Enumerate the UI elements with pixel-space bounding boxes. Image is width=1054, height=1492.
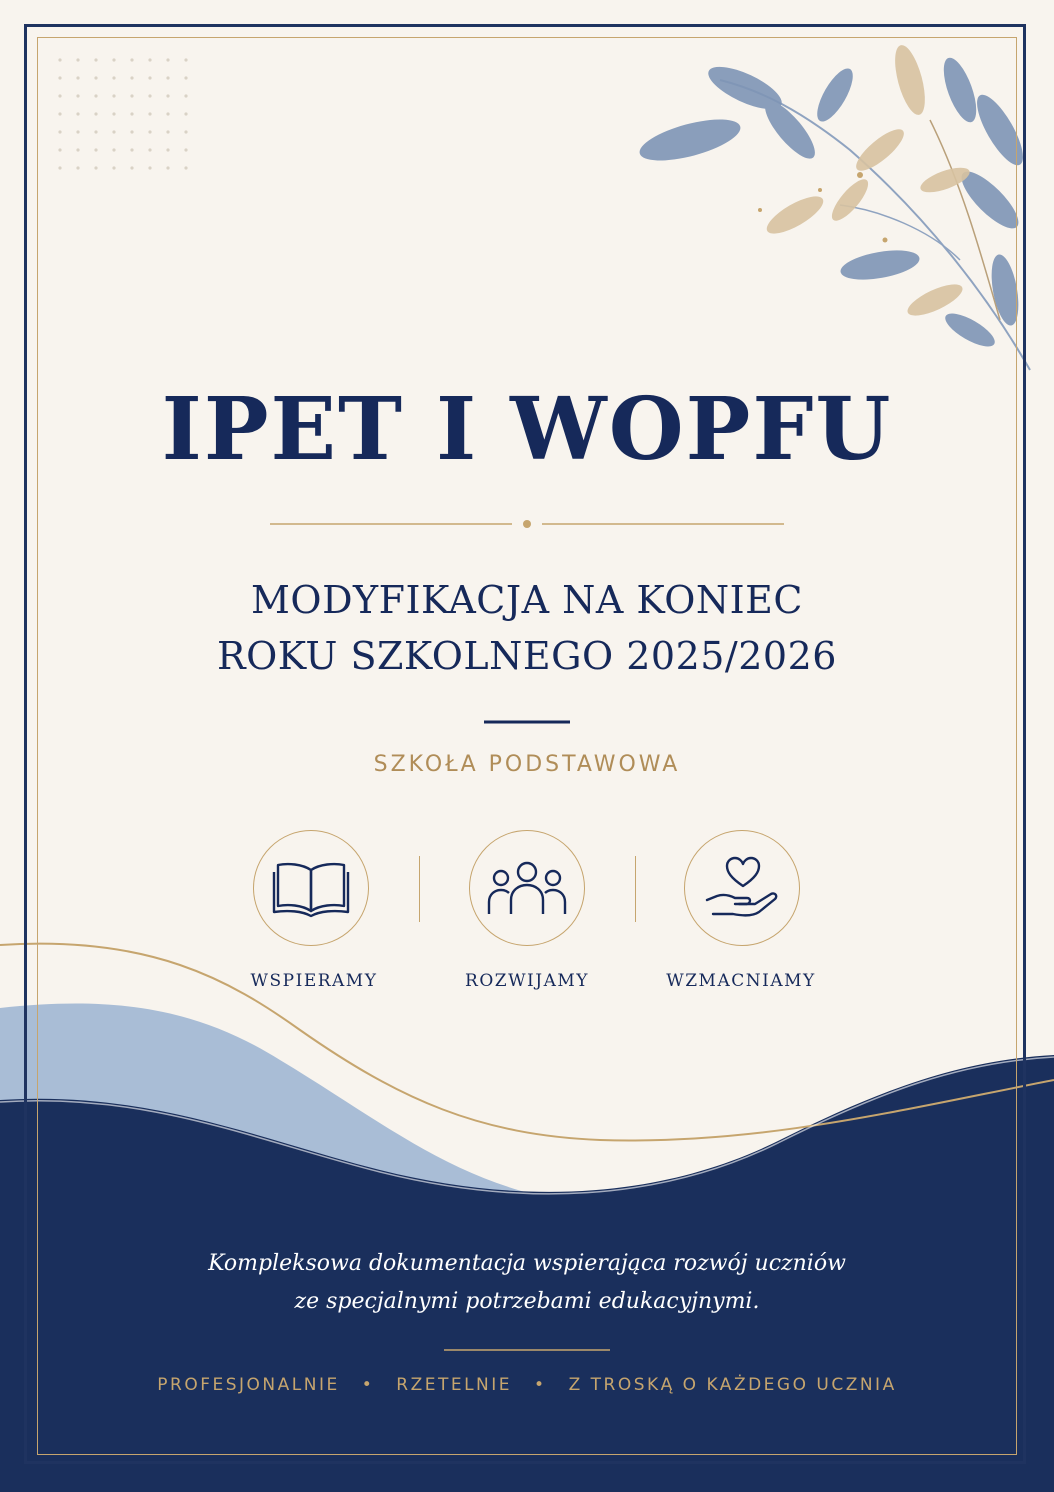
heart-hand-icon	[684, 830, 800, 946]
tagline-line-2: ze specjalnymi potrzebami edukacyjnymi.	[294, 1289, 760, 1314]
title-divider	[270, 520, 784, 528]
footer-separator: •	[534, 1375, 547, 1395]
footer-item-3: Z TROSKĄ O KAŻDEGO UCZNIA	[568, 1375, 897, 1395]
open-book-icon	[253, 830, 369, 946]
subtitle-line-2: ROKU SZKOLNEGO 2025/2026	[217, 634, 837, 678]
dot-pattern	[58, 58, 187, 169]
subtitle-line-1: MODYFIKACJA NA KONIEC	[251, 578, 803, 622]
pillar-label-wspieramy: WSPIERAMY	[250, 971, 378, 991]
leaf-branch-decoration	[636, 42, 1032, 370]
pillar-label-wzmacniamy: WZMACNIAMY	[666, 971, 816, 991]
document-subtitle	[0, 572, 1054, 684]
pillar-separator	[635, 856, 636, 922]
footer-values	[0, 1375, 1054, 1395]
school-type: SZKOŁA PODSTAWOWA	[373, 752, 681, 777]
footer-separator: •	[361, 1375, 375, 1395]
pillar-label-rozwijamy: ROZWIJAMY	[465, 971, 589, 991]
footer-item-2: RZETELNIE	[396, 1375, 513, 1395]
people-group-icon	[469, 830, 585, 946]
document-title: IPET I WOPFU	[161, 379, 893, 480]
tagline	[0, 1245, 1054, 1321]
footer-item-1: PROFESJONALNIE	[157, 1375, 340, 1395]
tagline-line-1: Kompleksowa dokumentacja wspierająca rozwój uczniów	[208, 1251, 846, 1276]
pillar-separator	[419, 856, 420, 922]
